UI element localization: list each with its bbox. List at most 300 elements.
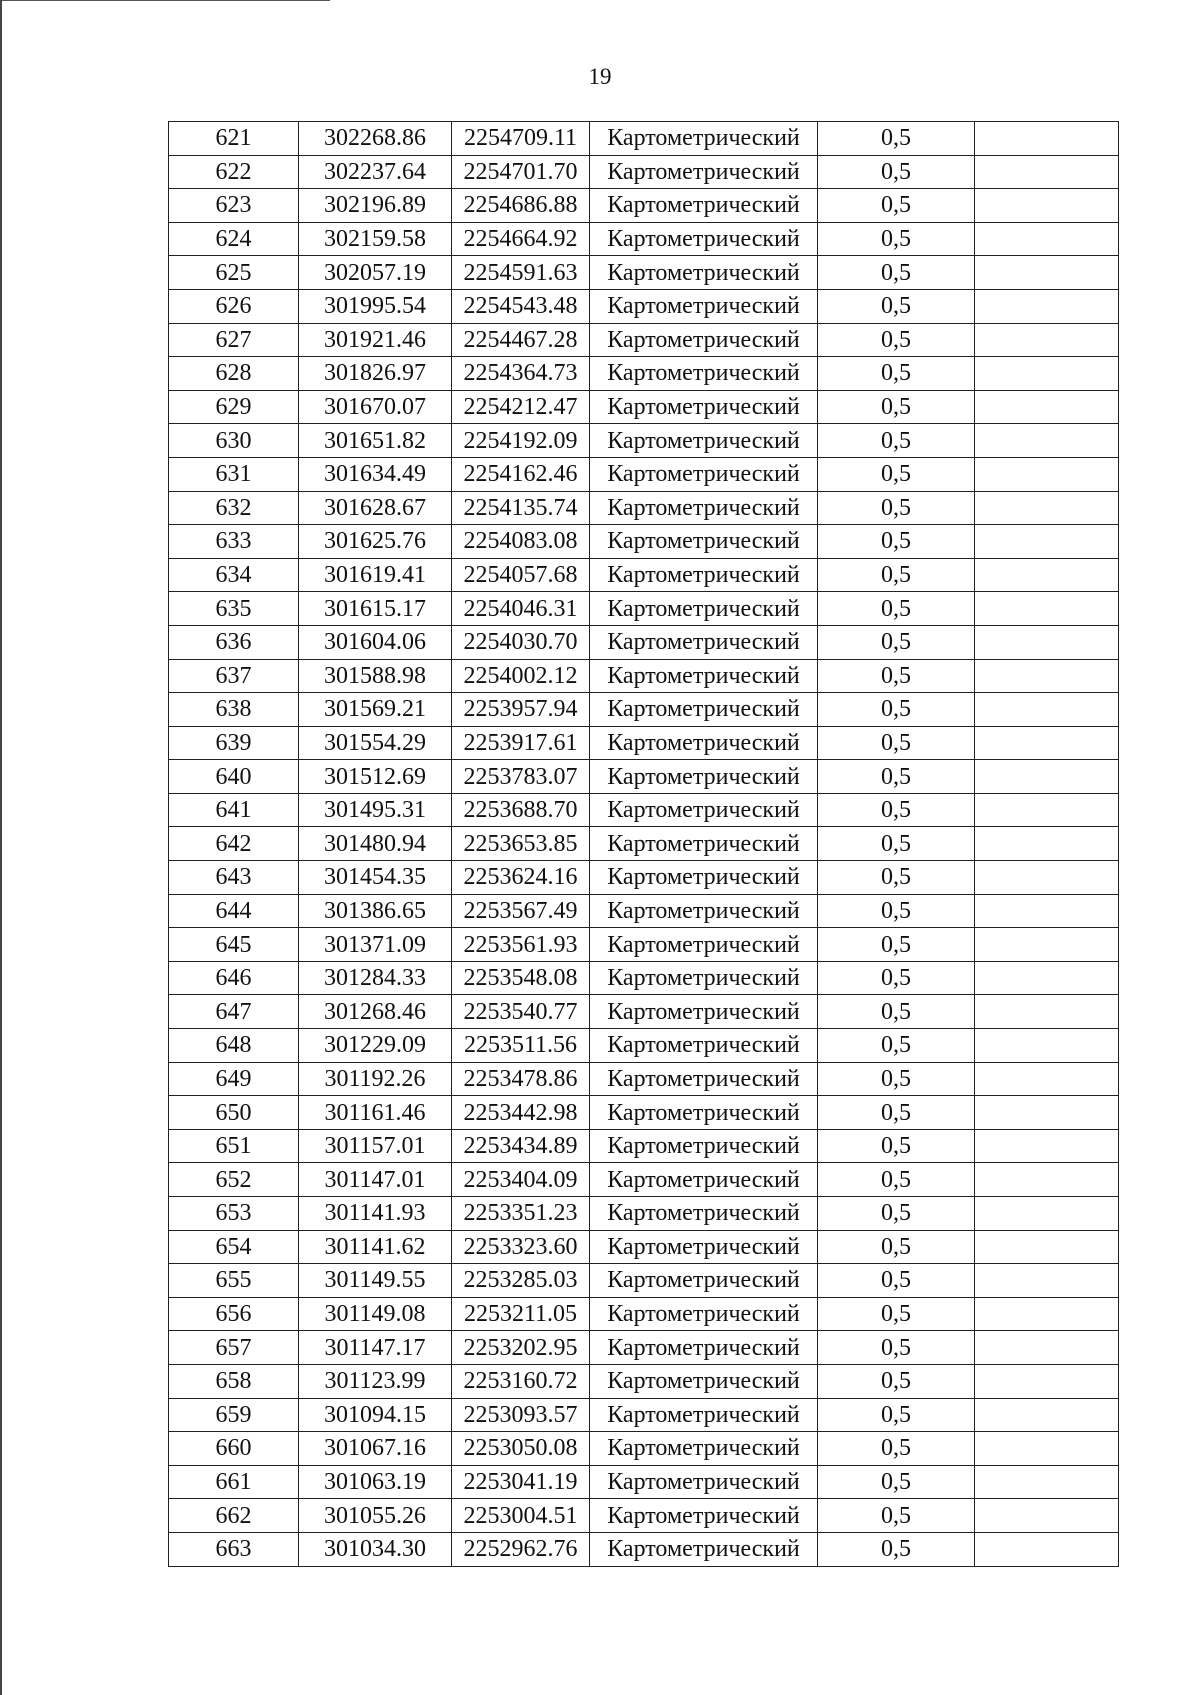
description-cell [975, 491, 1119, 525]
point-number-cell: 632 [169, 491, 299, 525]
table-row [169, 1197, 1119, 1231]
x-coordinate-cell: 301628.67 [299, 491, 452, 525]
method-cell: Картометрический [590, 693, 818, 727]
accuracy-cell: 0,5 [818, 827, 975, 861]
point-number-cell: 645 [169, 928, 299, 962]
table-row [169, 155, 1119, 189]
accuracy-cell: 0,5 [818, 491, 975, 525]
point-number-cell: 641 [169, 793, 299, 827]
table-row [169, 693, 1119, 727]
y-coordinate-cell: 2253511.56 [452, 1029, 590, 1063]
description-cell [975, 1364, 1119, 1398]
table-row [169, 222, 1119, 256]
accuracy-cell: 0,5 [818, 189, 975, 223]
accuracy-cell: 0,5 [818, 1062, 975, 1096]
table-row [169, 189, 1119, 223]
accuracy-cell: 0,5 [818, 1398, 975, 1432]
point-number-cell: 656 [169, 1297, 299, 1331]
y-coordinate-cell: 2253957.94 [452, 693, 590, 727]
accuracy-cell: 0,5 [818, 1432, 975, 1466]
coordinates-table [168, 121, 1119, 1567]
point-number-cell: 654 [169, 1230, 299, 1264]
x-coordinate-cell: 302057.19 [299, 256, 452, 290]
point-number-cell: 651 [169, 1129, 299, 1163]
method-cell: Картометрический [590, 726, 818, 760]
y-coordinate-cell: 2253917.61 [452, 726, 590, 760]
x-coordinate-cell: 301123.99 [299, 1364, 452, 1398]
accuracy-cell: 0,5 [818, 659, 975, 693]
y-coordinate-cell: 2253351.23 [452, 1197, 590, 1231]
y-coordinate-cell: 2253004.51 [452, 1499, 590, 1533]
table-row [169, 894, 1119, 928]
method-cell: Картометрический [590, 357, 818, 391]
accuracy-cell: 0,5 [818, 155, 975, 189]
accuracy-cell: 0,5 [818, 256, 975, 290]
x-coordinate-cell: 301147.17 [299, 1331, 452, 1365]
description-cell [975, 1499, 1119, 1533]
point-number-cell: 621 [169, 122, 299, 156]
method-cell: Картометрический [590, 625, 818, 659]
y-coordinate-cell: 2254467.28 [452, 323, 590, 357]
point-number-cell: 648 [169, 1029, 299, 1063]
point-number-cell: 646 [169, 961, 299, 995]
accuracy-cell: 0,5 [818, 1129, 975, 1163]
method-cell: Картометрический [590, 457, 818, 491]
description-cell [975, 1096, 1119, 1130]
method-cell: Картометрический [590, 491, 818, 525]
description-cell [975, 424, 1119, 458]
x-coordinate-cell: 301284.33 [299, 961, 452, 995]
table-row [169, 357, 1119, 391]
x-coordinate-cell: 301569.21 [299, 693, 452, 727]
table-row [169, 1465, 1119, 1499]
point-number-cell: 635 [169, 592, 299, 626]
method-cell: Картометрический [590, 760, 818, 794]
method-cell: Картометрический [590, 894, 818, 928]
point-number-cell: 627 [169, 323, 299, 357]
table-row [169, 256, 1119, 290]
x-coordinate-cell: 301141.62 [299, 1230, 452, 1264]
method-cell: Картометрический [590, 1230, 818, 1264]
point-number-cell: 623 [169, 189, 299, 223]
point-number-cell: 629 [169, 390, 299, 424]
table-row [169, 390, 1119, 424]
accuracy-cell: 0,5 [818, 1364, 975, 1398]
accuracy-cell: 0,5 [818, 625, 975, 659]
method-cell: Картометрический [590, 793, 818, 827]
y-coordinate-cell: 2253323.60 [452, 1230, 590, 1264]
table-row [169, 1331, 1119, 1365]
page-number: 19 [588, 64, 612, 89]
y-coordinate-cell: 2254701.70 [452, 155, 590, 189]
point-number-cell: 633 [169, 525, 299, 559]
x-coordinate-cell: 301161.46 [299, 1096, 452, 1130]
x-coordinate-cell: 301147.01 [299, 1163, 452, 1197]
y-coordinate-cell: 2253285.03 [452, 1264, 590, 1298]
y-coordinate-cell: 2254162.46 [452, 457, 590, 491]
x-coordinate-cell: 301454.35 [299, 861, 452, 895]
table-row [169, 1499, 1119, 1533]
point-number-cell: 634 [169, 558, 299, 592]
point-number-cell: 655 [169, 1264, 299, 1298]
method-cell: Картометрический [590, 558, 818, 592]
accuracy-cell: 0,5 [818, 1197, 975, 1231]
method-cell: Картометрический [590, 189, 818, 223]
y-coordinate-cell: 2253688.70 [452, 793, 590, 827]
method-cell: Картометрический [590, 424, 818, 458]
y-coordinate-cell: 2254212.47 [452, 390, 590, 424]
table-row [169, 1230, 1119, 1264]
accuracy-cell: 0,5 [818, 961, 975, 995]
accuracy-cell: 0,5 [818, 390, 975, 424]
table-row [169, 726, 1119, 760]
method-cell: Картометрический [590, 961, 818, 995]
method-cell: Картометрический [590, 122, 818, 156]
accuracy-cell: 0,5 [818, 693, 975, 727]
x-coordinate-cell: 301157.01 [299, 1129, 452, 1163]
y-coordinate-cell: 2253093.57 [452, 1398, 590, 1432]
method-cell: Картометрический [590, 1398, 818, 1432]
description-cell [975, 625, 1119, 659]
y-coordinate-cell: 2253567.49 [452, 894, 590, 928]
accuracy-cell: 0,5 [818, 1029, 975, 1063]
table-row [169, 1264, 1119, 1298]
method-cell: Картометрический [590, 827, 818, 861]
point-number-cell: 657 [169, 1331, 299, 1365]
method-cell: Картометрический [590, 1029, 818, 1063]
method-cell: Картометрический [590, 995, 818, 1029]
x-coordinate-cell: 302237.64 [299, 155, 452, 189]
table-row [169, 558, 1119, 592]
method-cell: Картометрический [590, 222, 818, 256]
table-row [169, 1096, 1119, 1130]
point-number-cell: 660 [169, 1432, 299, 1466]
y-coordinate-cell: 2253540.77 [452, 995, 590, 1029]
description-cell [975, 827, 1119, 861]
table-row [169, 424, 1119, 458]
description-cell [975, 1129, 1119, 1163]
x-coordinate-cell: 301625.76 [299, 525, 452, 559]
table-row [169, 1398, 1119, 1432]
table-row [169, 1364, 1119, 1398]
x-coordinate-cell: 301268.46 [299, 995, 452, 1029]
x-coordinate-cell: 301619.41 [299, 558, 452, 592]
y-coordinate-cell: 2254135.74 [452, 491, 590, 525]
method-cell: Картометрический [590, 1264, 818, 1298]
accuracy-cell: 0,5 [818, 1532, 975, 1566]
y-coordinate-cell: 2253624.16 [452, 861, 590, 895]
accuracy-cell: 0,5 [818, 1096, 975, 1130]
x-coordinate-cell: 301067.16 [299, 1432, 452, 1466]
description-cell [975, 995, 1119, 1029]
x-coordinate-cell: 301055.26 [299, 1499, 452, 1533]
y-coordinate-cell: 2254192.09 [452, 424, 590, 458]
description-cell [975, 1398, 1119, 1432]
method-cell: Картометрический [590, 1499, 818, 1533]
y-coordinate-cell: 2253478.86 [452, 1062, 590, 1096]
table-row [169, 1129, 1119, 1163]
y-coordinate-cell: 2253404.09 [452, 1163, 590, 1197]
y-coordinate-cell: 2253548.08 [452, 961, 590, 995]
x-coordinate-cell: 301034.30 [299, 1532, 452, 1566]
point-number-cell: 662 [169, 1499, 299, 1533]
point-number-cell: 642 [169, 827, 299, 861]
y-coordinate-cell: 2254686.88 [452, 189, 590, 223]
method-cell: Картометрический [590, 1163, 818, 1197]
table-row [169, 1163, 1119, 1197]
method-cell: Картометрический [590, 525, 818, 559]
y-coordinate-cell: 2253442.98 [452, 1096, 590, 1130]
description-cell [975, 390, 1119, 424]
y-coordinate-cell: 2253783.07 [452, 760, 590, 794]
accuracy-cell: 0,5 [818, 995, 975, 1029]
x-coordinate-cell: 301921.46 [299, 323, 452, 357]
x-coordinate-cell: 301149.55 [299, 1264, 452, 1298]
point-number-cell: 625 [169, 256, 299, 290]
table-row [169, 861, 1119, 895]
description-cell [975, 894, 1119, 928]
description-cell [975, 1029, 1119, 1063]
y-coordinate-cell: 2254364.73 [452, 357, 590, 391]
table-row [169, 1432, 1119, 1466]
table-row [169, 995, 1119, 1029]
x-coordinate-cell: 301604.06 [299, 625, 452, 659]
description-cell [975, 961, 1119, 995]
point-number-cell: 663 [169, 1532, 299, 1566]
x-coordinate-cell: 301588.98 [299, 659, 452, 693]
point-number-cell: 639 [169, 726, 299, 760]
description-cell [975, 222, 1119, 256]
scan-edge-top [0, 0, 330, 1]
accuracy-cell: 0,5 [818, 558, 975, 592]
x-coordinate-cell: 302268.86 [299, 122, 452, 156]
point-number-cell: 630 [169, 424, 299, 458]
accuracy-cell: 0,5 [818, 457, 975, 491]
accuracy-cell: 0,5 [818, 760, 975, 794]
method-cell: Картометрический [590, 1297, 818, 1331]
description-cell [975, 457, 1119, 491]
point-number-cell: 626 [169, 289, 299, 323]
x-coordinate-cell: 301651.82 [299, 424, 452, 458]
description-cell [975, 693, 1119, 727]
table-row [169, 323, 1119, 357]
description-cell [975, 659, 1119, 693]
point-number-cell: 636 [169, 625, 299, 659]
method-cell: Картометрический [590, 1197, 818, 1231]
table-row [169, 122, 1119, 156]
y-coordinate-cell: 2253160.72 [452, 1364, 590, 1398]
x-coordinate-cell: 301149.08 [299, 1297, 452, 1331]
description-cell [975, 525, 1119, 559]
y-coordinate-cell: 2253561.93 [452, 928, 590, 962]
table-row [169, 1029, 1119, 1063]
description-cell [975, 928, 1119, 962]
x-coordinate-cell: 301371.09 [299, 928, 452, 962]
method-cell: Картометрический [590, 1532, 818, 1566]
description-cell [975, 558, 1119, 592]
method-cell: Картометрический [590, 928, 818, 962]
table-row [169, 1062, 1119, 1096]
y-coordinate-cell: 2253041.19 [452, 1465, 590, 1499]
description-cell [975, 592, 1119, 626]
x-coordinate-cell: 301826.97 [299, 357, 452, 391]
table-row [169, 961, 1119, 995]
table-row [169, 1532, 1119, 1566]
y-coordinate-cell: 2254057.68 [452, 558, 590, 592]
point-number-cell: 661 [169, 1465, 299, 1499]
x-coordinate-cell: 301495.31 [299, 793, 452, 827]
y-coordinate-cell: 2253050.08 [452, 1432, 590, 1466]
description-cell [975, 726, 1119, 760]
y-coordinate-cell: 2254083.08 [452, 525, 590, 559]
method-cell: Картометрический [590, 155, 818, 189]
table-row [169, 592, 1119, 626]
description-cell [975, 760, 1119, 794]
y-coordinate-cell: 2254543.48 [452, 289, 590, 323]
table-row [169, 491, 1119, 525]
method-cell: Картометрический [590, 1465, 818, 1499]
description-cell [975, 1465, 1119, 1499]
accuracy-cell: 0,5 [818, 525, 975, 559]
accuracy-cell: 0,5 [818, 861, 975, 895]
y-coordinate-cell: 2254030.70 [452, 625, 590, 659]
method-cell: Картометрический [590, 659, 818, 693]
point-number-cell: 622 [169, 155, 299, 189]
method-cell: Картометрический [590, 323, 818, 357]
x-coordinate-cell: 301634.49 [299, 457, 452, 491]
accuracy-cell: 0,5 [818, 323, 975, 357]
description-cell [975, 1264, 1119, 1298]
point-number-cell: 640 [169, 760, 299, 794]
table-row [169, 625, 1119, 659]
method-cell: Картометрический [590, 1364, 818, 1398]
point-number-cell: 637 [169, 659, 299, 693]
accuracy-cell: 0,5 [818, 793, 975, 827]
accuracy-cell: 0,5 [818, 894, 975, 928]
table-row [169, 1297, 1119, 1331]
y-coordinate-cell: 2253653.85 [452, 827, 590, 861]
x-coordinate-cell: 301386.65 [299, 894, 452, 928]
accuracy-cell: 0,5 [818, 289, 975, 323]
scan-edge-left [0, 0, 2, 1695]
description-cell [975, 1062, 1119, 1096]
accuracy-cell: 0,5 [818, 1499, 975, 1533]
method-cell: Картометрический [590, 592, 818, 626]
description-cell [975, 1297, 1119, 1331]
x-coordinate-cell: 301512.69 [299, 760, 452, 794]
accuracy-cell: 0,5 [818, 1297, 975, 1331]
y-coordinate-cell: 2254709.11 [452, 122, 590, 156]
accuracy-cell: 0,5 [818, 424, 975, 458]
method-cell: Картометрический [590, 861, 818, 895]
point-number-cell: 643 [169, 861, 299, 895]
point-number-cell: 638 [169, 693, 299, 727]
method-cell: Картометрический [590, 1096, 818, 1130]
accuracy-cell: 0,5 [818, 1264, 975, 1298]
table-row [169, 827, 1119, 861]
table-row [169, 525, 1119, 559]
x-coordinate-cell: 301141.93 [299, 1197, 452, 1231]
method-cell: Картометрический [590, 390, 818, 424]
description-cell [975, 1230, 1119, 1264]
table-row [169, 793, 1119, 827]
accuracy-cell: 0,5 [818, 1230, 975, 1264]
y-coordinate-cell: 2254591.63 [452, 256, 590, 290]
description-cell [975, 256, 1119, 290]
description-cell [975, 357, 1119, 391]
x-coordinate-cell: 301995.54 [299, 289, 452, 323]
x-coordinate-cell: 301063.19 [299, 1465, 452, 1499]
accuracy-cell: 0,5 [818, 1331, 975, 1365]
accuracy-cell: 0,5 [818, 726, 975, 760]
method-cell: Картометрический [590, 1062, 818, 1096]
point-number-cell: 624 [169, 222, 299, 256]
y-coordinate-cell: 2252962.76 [452, 1532, 590, 1566]
point-number-cell: 650 [169, 1096, 299, 1130]
method-cell: Картометрический [590, 256, 818, 290]
description-cell [975, 189, 1119, 223]
x-coordinate-cell: 301192.26 [299, 1062, 452, 1096]
method-cell: Картометрический [590, 289, 818, 323]
point-number-cell: 652 [169, 1163, 299, 1197]
description-cell [975, 793, 1119, 827]
accuracy-cell: 0,5 [818, 592, 975, 626]
y-coordinate-cell: 2253211.05 [452, 1297, 590, 1331]
point-number-cell: 653 [169, 1197, 299, 1231]
table-row [169, 659, 1119, 693]
point-number-cell: 658 [169, 1364, 299, 1398]
description-cell [975, 122, 1119, 156]
x-coordinate-cell: 302196.89 [299, 189, 452, 223]
description-cell [975, 1432, 1119, 1466]
x-coordinate-cell: 301229.09 [299, 1029, 452, 1063]
accuracy-cell: 0,5 [818, 1465, 975, 1499]
description-cell [975, 1163, 1119, 1197]
x-coordinate-cell: 301615.17 [299, 592, 452, 626]
description-cell [975, 155, 1119, 189]
x-coordinate-cell: 301670.07 [299, 390, 452, 424]
x-coordinate-cell: 301554.29 [299, 726, 452, 760]
description-cell [975, 1197, 1119, 1231]
method-cell: Картометрический [590, 1129, 818, 1163]
coordinates-table-body [169, 122, 1119, 1567]
table-row [169, 928, 1119, 962]
point-number-cell: 644 [169, 894, 299, 928]
description-cell [975, 1331, 1119, 1365]
accuracy-cell: 0,5 [818, 357, 975, 391]
x-coordinate-cell: 301480.94 [299, 827, 452, 861]
y-coordinate-cell: 2253202.95 [452, 1331, 590, 1365]
description-cell [975, 289, 1119, 323]
table-row [169, 289, 1119, 323]
table-row [169, 760, 1119, 794]
x-coordinate-cell: 301094.15 [299, 1398, 452, 1432]
accuracy-cell: 0,5 [818, 1163, 975, 1197]
point-number-cell: 659 [169, 1398, 299, 1432]
accuracy-cell: 0,5 [818, 928, 975, 962]
accuracy-cell: 0,5 [818, 122, 975, 156]
y-coordinate-cell: 2254046.31 [452, 592, 590, 626]
point-number-cell: 649 [169, 1062, 299, 1096]
y-coordinate-cell: 2253434.89 [452, 1129, 590, 1163]
x-coordinate-cell: 302159.58 [299, 222, 452, 256]
method-cell: Картометрический [590, 1432, 818, 1466]
point-number-cell: 631 [169, 457, 299, 491]
y-coordinate-cell: 2254664.92 [452, 222, 590, 256]
point-number-cell: 647 [169, 995, 299, 1029]
accuracy-cell: 0,5 [818, 222, 975, 256]
description-cell [975, 323, 1119, 357]
